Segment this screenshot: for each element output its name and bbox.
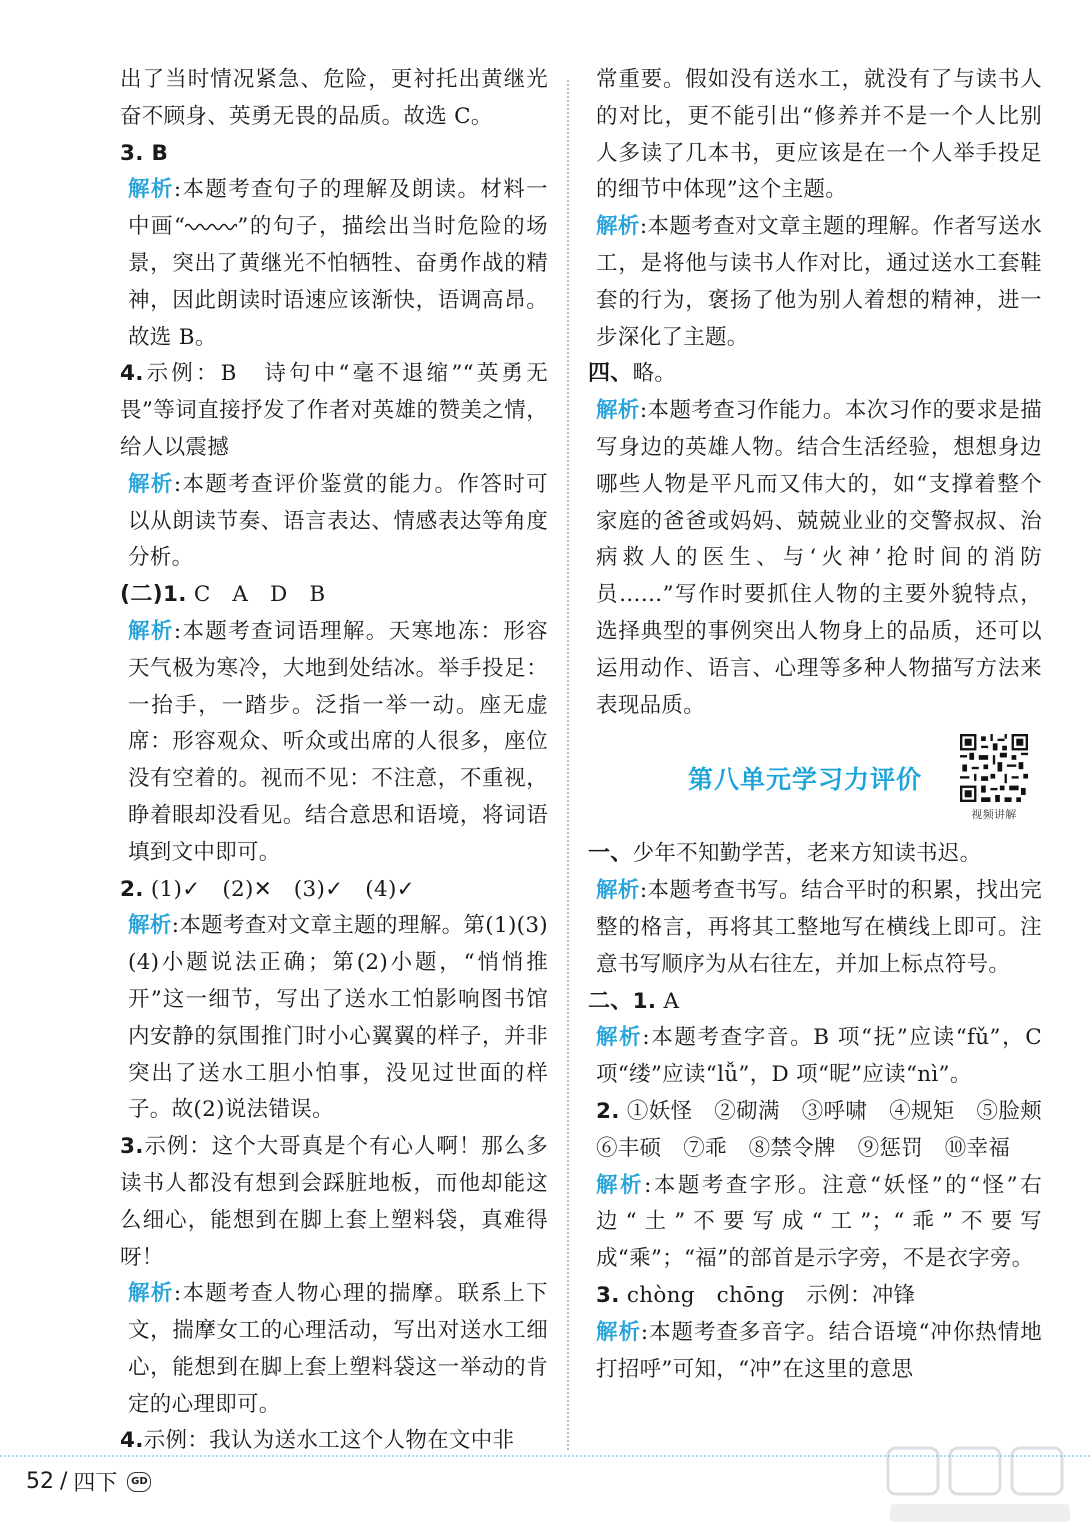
q-answer: 示例：我认为送水工这个人物在文中非 <box>143 1428 515 1454</box>
explanation-text: ”的句子，描绘出当时危险的场景，突出了黄继光不怕牺牲、奋勇作战的精神，因此朗读时语速应该渐快，语调高昂。故选 B。 <box>128 214 548 350</box>
explanation-4 <box>120 467 548 577</box>
edition-badge-icon: GD <box>127 1472 151 1492</box>
section-label: (二) <box>120 582 164 608</box>
explanation-text: :本题考查对文章主题的理解。作者写送水工，是将他与读书人作对比，通过送水工套鞋套的行为，褒扬了他为别人着想的精神，进一步深化了主题。 <box>596 214 1042 350</box>
explanation-text: :本题考查书写。结合平时的积累，找出完整的格言，再将其工整地写在横线上即可。注意书写顺序为从右往左，并加上标点符号。 <box>596 878 1042 977</box>
section-2-answer-3 <box>120 1129 548 1276</box>
right-continuation: 常重要。假如没有送水工，就没有了与读书人的对比，更不能引出“修养并不是一个人比别人多读了几本书，更应该是在一个人举手投足的细节中体现”这个主题。 <box>596 67 1042 203</box>
qr-code-icon[interactable] <box>960 734 1028 802</box>
q-number: 4. <box>120 361 144 387</box>
q-answer: A <box>656 988 680 1014</box>
q-number: 1. <box>163 582 187 608</box>
q-number: 3. <box>596 1282 620 1308</box>
analysis-tag: 解析 <box>596 878 640 904</box>
footer-separator: / <box>60 1469 68 1494</box>
explanation-text: :本题考查习作能力。本次习作的要求是描写身边的英雄人物。结合生活经验，想想身边哪些人物是平凡而又伟大的，如“支撑着整个家庭的爸爸或妈妈、兢兢业业的交警叔叔、治病救人的医生、与‘火神’抢时间的消防员……”写作时要抓住人物的主要外貌特点，选择典型的事例突出人物身上的品质，还可以运用动作、语言、心理等多种人物描写方法来表现品质。 <box>596 398 1042 718</box>
analysis-tag: 解析 <box>128 913 172 939</box>
unit-explanation-2-1 <box>588 1020 1042 1094</box>
explanation-text: :本题考查多音字。结合语境“冲你热情地打招呼”可知，“冲”在这里的意思 <box>596 1319 1043 1382</box>
unit-answer-1 <box>588 836 1042 873</box>
section-label: 二、 <box>588 988 633 1014</box>
section-2-answer-1 <box>120 577 548 614</box>
section-4-explanation <box>588 393 1042 724</box>
q-answer: chòng chōng 示例：冲锋 <box>619 1282 916 1308</box>
q-answer: 示例：这个大哥真是个有心人啊！那么多读书人都没有想到会踩脏地板，而他却能这么细心，能想到在脚上套上塑料袋，真难得呀！ <box>120 1134 548 1270</box>
wavy-underline-mark <box>185 222 237 232</box>
unit-explanation-1 <box>588 873 1042 983</box>
analysis-tag: 解析 <box>596 398 640 424</box>
unit-answer-2-1 <box>588 984 1042 1021</box>
section-2-explanation-1 <box>120 614 548 872</box>
q-number: 4. <box>120 1428 144 1454</box>
analysis-tag: 解析 <box>596 1025 643 1051</box>
page-footer <box>26 1466 151 1497</box>
analysis-tag: 解析 <box>128 471 174 497</box>
explanation-text: :本题考查字音。B 项“抚”应读“fǔ”，C 项“缕”应读“lǚ”，D 项“昵”应读“nì”。 <box>596 1025 1042 1088</box>
continuation-explanation <box>588 209 1042 356</box>
section-4-answer <box>588 356 1042 393</box>
column-divider <box>567 80 569 1450</box>
left-column <box>120 62 548 1460</box>
explanation-text: :本题考查词语理解。天寒地冻：形容天气极为寒冷，大地到处结冰。举手投足：一抬手，一踏步。泛指一举一动。座无虚席：形容观众、听众或出席的人很多，座位没有空着的。视而不见：不注意，不重视，睁着眼却没看见。结合意思和语境，将词语填到文中即可。 <box>128 618 548 865</box>
unit-explanation-2-3 <box>588 1315 1042 1389</box>
unit-header <box>588 734 1042 830</box>
analysis-tag: 解析 <box>596 1172 645 1198</box>
section-label: 一、 <box>588 841 633 867</box>
q-answer: 略。 <box>632 361 677 387</box>
q-number: 2. <box>596 1098 620 1124</box>
section-2-answer-2 <box>120 872 548 909</box>
explanation-text: :本题考查评价鉴赏的能力。作答时可以从朗读节奏、语言表达、情感表达等角度分析。 <box>128 471 548 571</box>
left-continuation: 出了当时情况紧急、危险，更衬托出黄继光奋不顾身、英勇无畏的品质。故选 C。 <box>120 67 548 129</box>
q-answer: B <box>143 140 169 166</box>
q-number: 3. <box>120 140 144 166</box>
analysis-tag: 解析 <box>128 177 174 203</box>
analysis-tag: 解析 <box>596 214 640 240</box>
answer-4 <box>120 356 548 466</box>
analysis-tag: 解析 <box>596 1319 641 1345</box>
unit-title: 第八单元学习力评价 <box>688 765 923 795</box>
section-2-explanation-2 <box>120 908 548 1129</box>
q-number: 2. <box>120 876 144 902</box>
q-number: 3. <box>120 1134 144 1160</box>
q-number: 1. <box>632 988 657 1014</box>
explanation-text: :本题考查对文章主题的理解。第(1)(3)(4)小题说法正确；第(2)小题，“悄悄推开”这一细节，写出了送水工怕影响图书馆内安静的氛围推门时小心翼翼的样子，并非突出了送水工胆小怕事，没见过世面的样子。故(2)说法错误。 <box>128 913 548 1123</box>
page-number: 52 <box>26 1469 54 1494</box>
q-answer: 少年不知勤学苦，老来方知读书迟。 <box>632 841 982 867</box>
section-2-explanation-3 <box>120 1276 548 1423</box>
qr-caption: 视频讲解 <box>971 808 1017 822</box>
right-column <box>588 62 1064 1388</box>
unit-explanation-2-2 <box>588 1168 1042 1278</box>
q-answer: ①妖怪 ②砌满 ③呼啸 ④规矩 ⑤脸颊 ⑥丰硕 ⑦乖 ⑧禁令牌 ⑨惩罚 ⑩幸福 <box>596 1098 1064 1161</box>
unit-answer-2-2 <box>588 1094 1064 1168</box>
analysis-tag: 解析 <box>128 618 174 644</box>
explanation-text: :本题考查句子的理解及朗读。材料一中画“ <box>128 177 548 240</box>
explanation-text: :本题考查字形。注意“妖怪”的“怪”右边“土”不要写成“工”；“乖”不要写成“乘”；“福”的部首是示字旁，不是衣字旁。 <box>596 1172 1042 1272</box>
analysis-tag: 解析 <box>128 1281 174 1307</box>
grade-label: 四下 <box>73 1471 118 1496</box>
answer-3 <box>120 136 548 173</box>
unit-answer-2-3 <box>588 1278 1042 1315</box>
section-label: 四、 <box>588 361 633 387</box>
watermark-logo-icon <box>880 1440 1080 1530</box>
q-answer: 示例：B 诗句中“毫不退缩”“英勇无畏”等词直接抒发了作者对英雄的赞美之情，给人以震撼 <box>120 361 548 460</box>
explanation-text: :本题考查人物心理的揣摩。联系上下文，揣摩女工的心理活动，写出对送水工细心，能想到在脚上套上塑料袋这一举动的肯定的心理即可。 <box>128 1281 548 1417</box>
q-answer: C A D B <box>186 582 326 608</box>
explanation-3 <box>120 172 548 356</box>
q-answer: (1)✓ (2)✕ (3)✓ (4)✓ <box>143 876 415 902</box>
